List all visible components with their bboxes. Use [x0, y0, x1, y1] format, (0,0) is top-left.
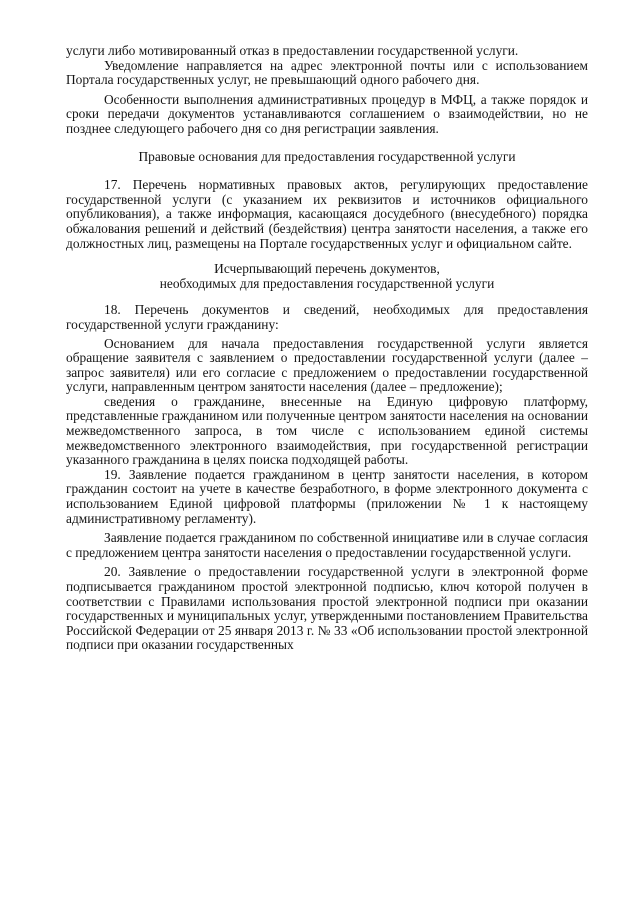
paragraph-18-citizen-info: сведения о гражданине, внесенные на Единую цифровую платформу, представленные гражданином или полученные центром занятости населения на основании межведомственного запроса, в том числе с использованием единой системы межведомственного электронного взаимодействия, при государственной регистрации указанного гражданина в целях поиска подходящей работы. [66, 393, 588, 468]
paragraph-18-basis: Основанием для начала предоставления государственной услуги является обращение заявителя с заявлением о предоставлении государственной услуги (далее – запрос заявителя) или его согласие с предложением о предоставлении государственной услуги, направленным центром занятости населения (далее – предложение); [66, 335, 588, 395]
paragraph-18: 18. Перечень документов и сведений, необходимых для предоставления государственной услуги гражданину: [66, 302, 588, 332]
section-heading-legal-basis: Правовые основания для предоставления государственной услуги [138, 148, 516, 164]
paragraph-mfc-features: Особенности выполнения административных процедур в МФЦ, а также порядок и сроки передачи документов устанавливаются соглашением о взаимодействии, но не позднее следующего рабочего дня со дня регистрации заявления. [66, 91, 588, 136]
paragraph-19-initiative: Заявление подается гражданином по собственной инициативе или в случае согласия с предложением центра занятости населения о предоставлении государственной услуги. [66, 530, 588, 560]
document-body [66, 44, 588, 653]
paragraph-20: 20. Заявление о предоставлении государственной услуги в электронной форме подписывается гражданином простой электронной подписью, ключ которой получен в соответствии с Правилами использования простой электронной подписи при оказании государственных и муниципальных услуг, утвержденными постановлением Правительства Российской Федерации от 25 января 2013 г. № 33 «Об использовании простой электронной подписи при оказании государственных [66, 564, 588, 653]
section-heading-documents [66, 262, 588, 291]
paragraph-19: 19. Заявление подается гражданином в центр занятости населения, в котором гражданин состоит на учете в качестве безработного, в форме электронного документа с использованием Единой цифровой платформы (приложении № 1 к настоящему административному регламенту). [66, 466, 588, 526]
paragraph-notification: Уведомление направляется на адрес электронной почты или с использованием Портала государственных услуг, не превышающий одного рабочего дня. [66, 57, 588, 88]
paragraph-continuation: услуги либо мотивированный отказ в предоставлении государственной услуги. [66, 43, 519, 58]
section-heading-documents-line-1: Исчерпывающий перечень документов, [214, 261, 440, 277]
section-heading-documents-line-2: необходимых для предоставления государственной услуги [159, 275, 495, 291]
paragraph-17: 17. Перечень нормативных правовых актов, регулирующих предоставление государственной услуги (с указанием их реквизитов и источников официального опубликования), а также информация, касающаяся досудебного (внесудебного) порядка обжалования решений и действий (бездействия) центра занятости населения, а также его должностных лиц, размещены на Портале государственных услуг и официальном сайте. [66, 177, 588, 251]
